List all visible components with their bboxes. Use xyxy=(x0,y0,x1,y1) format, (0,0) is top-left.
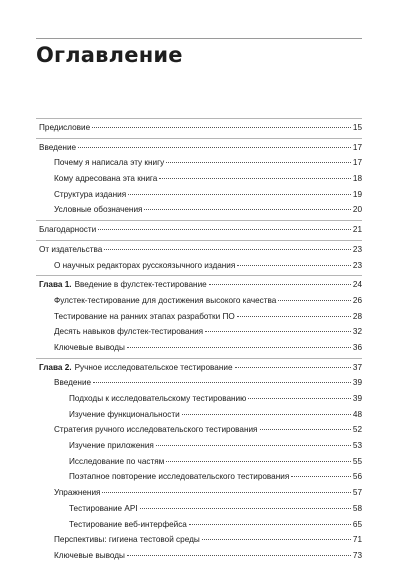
toc-entry[interactable] xyxy=(36,438,362,454)
toc-section xyxy=(36,118,362,136)
toc-dot-leader xyxy=(78,147,351,148)
toc-dot-leader xyxy=(205,331,351,332)
toc-section xyxy=(36,220,362,238)
toc-page-number: 21 xyxy=(352,225,362,235)
toc-dot-leader xyxy=(235,367,351,368)
toc-dot-leader xyxy=(248,398,351,399)
toc-entry-title: Предисловие xyxy=(39,123,91,132)
toc-dot-leader xyxy=(237,316,351,317)
toc-page-number: 19 xyxy=(352,189,362,199)
toc-entry-title: Упражнения xyxy=(54,488,101,498)
toc-entry-title: Стратегия ручного исследовательского тестирования xyxy=(54,425,258,435)
toc-entry-title: Введение xyxy=(39,142,77,152)
toc-page-number: 17 xyxy=(352,142,362,152)
toc-page-number: 32 xyxy=(352,327,362,337)
toc-dot-leader xyxy=(182,414,351,415)
toc-page-number: 18 xyxy=(352,174,362,184)
toc-dot-leader xyxy=(278,300,351,301)
toc-page-number: 15 xyxy=(352,123,362,132)
toc-entry[interactable] xyxy=(36,485,362,501)
toc-entry-title: Структура издания xyxy=(54,189,127,199)
toc-page-number: 73 xyxy=(352,550,362,560)
toc-page-number: 26 xyxy=(352,295,362,305)
toc-entry-title: Тестирование API xyxy=(69,503,138,513)
toc-dot-leader xyxy=(291,476,351,477)
toc-dot-leader xyxy=(127,555,351,556)
page-title: Оглавление xyxy=(36,43,183,67)
toc-page-number: 20 xyxy=(352,205,362,215)
toc-entry-title: Благодарности xyxy=(39,225,97,235)
toc-page-number: 58 xyxy=(352,503,362,513)
toc-page-number: 56 xyxy=(352,472,362,482)
toc-dot-leader xyxy=(156,445,351,446)
toc-entry[interactable] xyxy=(36,258,362,274)
toc-page-number: 48 xyxy=(352,409,362,419)
toc-entry-title: Подходы к исследовательскому тестированию xyxy=(69,394,247,403)
toc-chapter-number: Глава 1. xyxy=(39,280,72,290)
toc-dot-leader xyxy=(144,209,350,210)
toc-entry[interactable] xyxy=(36,340,362,356)
toc-entry[interactable] xyxy=(36,324,362,340)
toc-entry-title: Кому адресована эта книга xyxy=(54,174,158,184)
toc-dot-leader xyxy=(127,347,351,348)
toc-entry[interactable] xyxy=(36,171,362,187)
toc-entry[interactable] xyxy=(36,391,362,407)
toc-dot-leader xyxy=(202,539,351,540)
toc-entry-title: Тестирование на ранних этапах разработки ПО xyxy=(54,311,235,321)
toc-page-number: 24 xyxy=(352,280,362,290)
toc-entry[interactable] xyxy=(36,293,362,309)
toc-dot-leader xyxy=(98,229,351,230)
toc-entry[interactable] xyxy=(36,469,362,485)
toc-page-number: 39 xyxy=(352,378,362,388)
toc-entry[interactable] xyxy=(36,242,362,258)
toc-entry-title: Перспективы: гигиена тестовой среды xyxy=(54,535,200,545)
toc-dot-leader xyxy=(166,461,351,462)
toc-entry-title: Исследование по частям xyxy=(69,456,165,466)
toc-entry[interactable] xyxy=(36,140,362,156)
toc-page-number: 23 xyxy=(352,244,362,254)
toc-chapter-number: Глава 2. xyxy=(39,362,72,372)
toc-entry-title: Десять навыков фулстек-тестирования xyxy=(54,327,204,337)
toc-entry-title: Фулстек-тестирование для достижения высокого качества xyxy=(54,295,277,305)
toc-entry-title: Ручное исследовательское тестирование xyxy=(74,362,233,372)
toc-entry[interactable] xyxy=(36,422,362,438)
toc-page-number: 71 xyxy=(352,535,362,545)
toc-entry[interactable] xyxy=(36,120,362,136)
toc-entry-title: Почему я написала эту книгу xyxy=(54,158,165,168)
toc-entry[interactable] xyxy=(36,407,362,423)
toc-entry[interactable] xyxy=(36,375,362,391)
toc-entry[interactable] xyxy=(36,548,362,564)
toc-page-number: 57 xyxy=(352,488,362,498)
toc-section xyxy=(36,358,362,564)
toc-entry-title: Условные обозначения xyxy=(54,205,143,215)
toc-page-number: 52 xyxy=(352,425,362,435)
toc-dot-leader xyxy=(159,178,351,179)
toc-entry[interactable] xyxy=(36,309,362,325)
toc-entry[interactable] xyxy=(36,360,362,376)
toc-dot-leader xyxy=(93,382,351,383)
toc-entry[interactable] xyxy=(36,277,362,293)
toc-section xyxy=(36,138,362,218)
toc-entry-title: Изучение функциональности xyxy=(69,409,180,419)
toc-entry-title: Изучение приложения xyxy=(69,441,154,451)
toc-entry[interactable] xyxy=(36,454,362,470)
toc-entry-title: От издательства xyxy=(39,244,103,254)
toc-entry[interactable] xyxy=(36,517,362,533)
toc-entry-title: Введение в фулстек-тестирование xyxy=(74,280,207,290)
toc-dot-leader xyxy=(92,127,351,128)
toc-page-number: 55 xyxy=(352,456,362,466)
toc-dot-leader xyxy=(128,194,351,195)
toc-dot-leader xyxy=(166,162,351,163)
toc-page-number: 53 xyxy=(352,441,362,451)
toc-dot-leader xyxy=(189,524,351,525)
toc-section xyxy=(36,240,362,273)
toc-entry[interactable] xyxy=(36,532,362,548)
toc-section xyxy=(36,275,362,355)
toc-entry-title: Введение xyxy=(54,378,92,388)
toc-dot-leader xyxy=(209,284,351,285)
toc-entry-title: Тестирование веб-интерфейса xyxy=(69,519,187,529)
toc-entry[interactable] xyxy=(36,222,362,238)
toc-dot-leader xyxy=(260,429,351,430)
toc-entry[interactable] xyxy=(36,202,362,218)
toc-page-number: 39 xyxy=(352,394,362,403)
toc-dot-leader xyxy=(102,492,350,493)
toc-page-number: 65 xyxy=(352,519,362,529)
top-rule xyxy=(36,38,362,39)
table-of-contents xyxy=(36,118,362,566)
toc-dot-leader xyxy=(140,508,351,509)
toc-entry[interactable] xyxy=(36,155,362,171)
toc-entry-title: Ключевые выводы xyxy=(54,550,125,560)
toc-page-number: 28 xyxy=(352,311,362,321)
toc-entry[interactable] xyxy=(36,501,362,517)
toc-page-number: 37 xyxy=(352,362,362,372)
toc-entry[interactable] xyxy=(36,187,362,203)
toc-dot-leader xyxy=(104,249,351,250)
toc-page-number: 36 xyxy=(352,342,362,352)
toc-entry-title: О научных редакторах русскоязычного издания xyxy=(54,260,236,270)
toc-entry-title: Поэтапное повторение исследовательского тестирования xyxy=(69,472,290,482)
toc-page-number: 23 xyxy=(352,260,362,270)
toc-entry-title: Ключевые выводы xyxy=(54,342,125,352)
toc-page-number: 17 xyxy=(352,158,362,168)
toc-dot-leader xyxy=(237,265,351,266)
